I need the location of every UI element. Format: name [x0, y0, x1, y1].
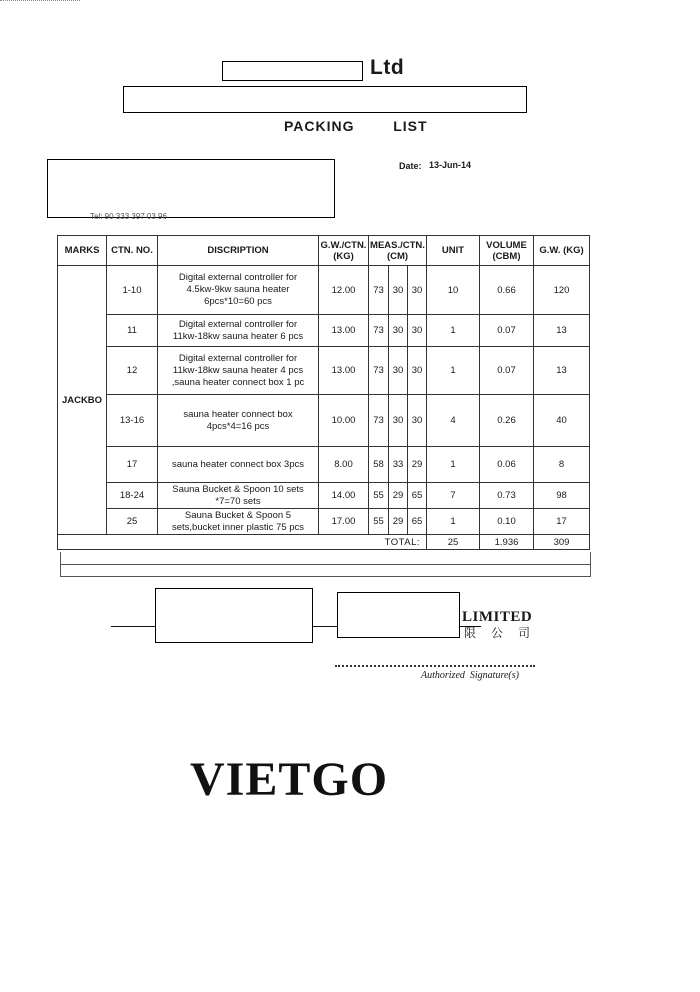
width-cell: 30: [389, 315, 408, 347]
unit-cell: 1: [427, 315, 480, 347]
date-value: 13-Jun-14: [429, 160, 472, 170]
description-cell: sauna heater connect box 4pcs*4=16 pcs: [158, 395, 319, 447]
height-cell: 30: [408, 266, 427, 315]
gw-total-cell: 13: [534, 347, 590, 395]
ctn-cell: 12: [107, 347, 158, 395]
authorized-signature-label: Authorized Signature(s): [421, 670, 519, 681]
redacted-company-stamp: [337, 592, 460, 638]
volume-cell: 0.73: [480, 483, 534, 509]
redacted-consignee-block: [47, 159, 335, 218]
table-row: [58, 347, 590, 395]
unit-cell: 7: [427, 483, 480, 509]
header-gw-per-ctn: G.W./CTN. (KG): [319, 236, 369, 266]
volume-cell: 0.10: [480, 509, 534, 535]
header-volume: VOLUME (CBM): [480, 236, 534, 266]
volume-cell: 0.66: [480, 266, 534, 315]
gw-total-cell: 98: [534, 483, 590, 509]
redacted-address: [123, 86, 527, 113]
gw-total-cell: 40: [534, 395, 590, 447]
gw-total-cell: 120: [534, 266, 590, 315]
gw-total-cell: 17: [534, 509, 590, 535]
header-measurement: MEAS./CTN. (CM): [369, 236, 427, 266]
header-marks: MARKS: [58, 236, 107, 266]
unit-cell: 1: [427, 347, 480, 395]
scan-edge-dots: [0, 0, 80, 1]
header-ctn-no: CTN. NO.: [107, 236, 158, 266]
redacted-signature: [155, 588, 313, 643]
gw-cell: 10.00: [319, 395, 369, 447]
volume-cell: 0.07: [480, 315, 534, 347]
total-row: [58, 535, 590, 550]
ctn-cell: 13-16: [107, 395, 158, 447]
header-unit: UNIT: [427, 236, 480, 266]
table-row: [58, 395, 590, 447]
marks-cell: JACKBO: [58, 266, 107, 535]
width-cell: 30: [389, 347, 408, 395]
gw-cell: 8.00: [319, 447, 369, 483]
length-cell: 55: [369, 509, 389, 535]
height-cell: 65: [408, 483, 427, 509]
table-header-row: [58, 236, 590, 266]
header-gw-total: G.W. (KG): [534, 236, 590, 266]
total-units: 25: [427, 535, 480, 550]
gw-cell: 13.00: [319, 315, 369, 347]
height-cell: 30: [408, 347, 427, 395]
height-cell: 65: [408, 509, 427, 535]
total-gw: 309: [534, 535, 590, 550]
ctn-cell: 17: [107, 447, 158, 483]
gw-cell: 14.00: [319, 483, 369, 509]
description-cell: Digital external controller for 4.5kw-9kw sauna heater 6pcs*10=60 pcs: [158, 266, 319, 315]
table-row: [58, 447, 590, 483]
unit-cell: 10: [427, 266, 480, 315]
document-title: PACKING LIST: [284, 118, 428, 134]
length-cell: 55: [369, 483, 389, 509]
description-cell: Sauna Bucket & Spoon 10 sets *7=70 sets: [158, 483, 319, 509]
ctn-cell: 11: [107, 315, 158, 347]
gw-cell: 17.00: [319, 509, 369, 535]
company-suffix: Ltd: [370, 56, 405, 79]
table-row: [58, 266, 590, 315]
length-cell: 73: [369, 266, 389, 315]
width-cell: 29: [389, 509, 408, 535]
height-cell: 30: [408, 315, 427, 347]
width-cell: 30: [389, 266, 408, 315]
description-cell: Digital external controller for 11kw-18kw sauna heater 4 pcs ,sauna heater connect box 1 pc: [158, 347, 319, 395]
ctn-cell: 18-24: [107, 483, 158, 509]
gw-cell: 12.00: [319, 266, 369, 315]
table-row: [58, 483, 590, 509]
ctn-cell: 1-10: [107, 266, 158, 315]
telephone-line: Tel: 90 333 397 03 96: [90, 212, 167, 221]
gw-total-cell: 8: [534, 447, 590, 483]
width-cell: 33: [389, 447, 408, 483]
height-cell: 29: [408, 447, 427, 483]
table-row: [58, 509, 590, 535]
description-cell: sauna heater connect box 3pcs: [158, 447, 319, 483]
height-cell: 30: [408, 395, 427, 447]
date-label: Date:: [399, 161, 422, 171]
unit-cell: 4: [427, 395, 480, 447]
description-cell: Sauna Bucket & Spoon 5 sets,bucket inner plastic 75 pcs: [158, 509, 319, 535]
vietgo-watermark: VIETGO: [190, 753, 389, 806]
length-cell: 73: [369, 315, 389, 347]
company-limited-text: LIMITED: [462, 609, 533, 625]
company-chinese-text: 限 公 司: [464, 626, 537, 640]
length-cell: 58: [369, 447, 389, 483]
unit-cell: 1: [427, 509, 480, 535]
packing-list-table: [57, 235, 590, 550]
unit-cell: 1: [427, 447, 480, 483]
header-description: DISCRIPTION: [158, 236, 319, 266]
gw-total-cell: 13: [534, 315, 590, 347]
width-cell: 29: [389, 483, 408, 509]
total-volume: 1.936: [480, 535, 534, 550]
volume-cell: 0.26: [480, 395, 534, 447]
width-cell: 30: [389, 395, 408, 447]
gw-cell: 13.00: [319, 347, 369, 395]
length-cell: 73: [369, 395, 389, 447]
authorized-signature-dotted-line: [335, 665, 535, 667]
table-blank-row: [60, 564, 591, 577]
volume-cell: 0.06: [480, 447, 534, 483]
table-row: [58, 315, 590, 347]
volume-cell: 0.07: [480, 347, 534, 395]
ctn-cell: 25: [107, 509, 158, 535]
redacted-company-name: [222, 61, 363, 81]
length-cell: 73: [369, 347, 389, 395]
total-label: TOTAL:: [58, 535, 427, 550]
description-cell: Digital external controller for 11kw-18kw sauna heater 6 pcs: [158, 315, 319, 347]
